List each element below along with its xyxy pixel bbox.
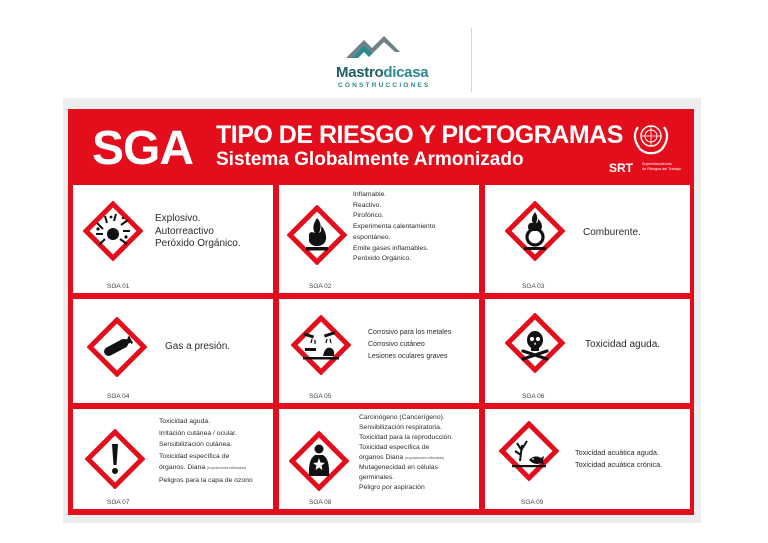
text-line: Toxicidad específica de	[159, 452, 230, 460]
pictogram-text-sga02	[353, 190, 435, 265]
text-line: Peróxido Orgánico.	[353, 255, 412, 263]
ghs-poster	[68, 109, 694, 515]
un-emblem-icon	[628, 119, 674, 159]
text-line: germinales.	[359, 474, 395, 481]
srt-label: SRT	[609, 161, 633, 175]
srt-caption-line1: Superintendencia	[642, 162, 672, 166]
text-line: Peligros para la capa de ozono	[159, 476, 253, 484]
pictogram-text-sga06	[585, 339, 660, 351]
company-logo	[336, 30, 456, 95]
health-hazard-icon	[289, 431, 349, 491]
pictogram-cell-sga05	[279, 299, 479, 403]
pictogram-cell-sga07	[73, 409, 273, 509]
pictogram-code-sga05: SGA 05	[309, 393, 332, 400]
pictogram-cell-sga09	[485, 409, 690, 509]
logo-divider	[471, 28, 472, 92]
pictogram-grid	[73, 185, 690, 509]
text-line	[359, 453, 453, 463]
poster-title: TIPO DE RIESGO Y PICTOGRAMAS	[216, 121, 623, 149]
text-fragment: órganos. Diana	[159, 464, 206, 471]
text-line: Toxicidad acuática aguda.	[575, 448, 659, 457]
fine-print: (exposiciones reiteradas)	[405, 456, 445, 460]
text-line: Autorreactivo	[155, 225, 214, 237]
pictogram-cell-sga01	[73, 185, 273, 293]
text-line: Comburente.	[583, 227, 641, 238]
environment-icon	[499, 421, 559, 481]
text-line: Pirofórico.	[353, 212, 384, 220]
skull-crossbones-icon	[505, 313, 565, 373]
text-line: Peróxido Orgánico.	[155, 238, 241, 249]
pictogram-text-sga08	[359, 413, 453, 493]
sga-label: SGA	[92, 122, 194, 175]
gas-cylinder-icon	[87, 317, 147, 377]
pictogram-text-sga04	[165, 341, 230, 353]
pictogram-text-sga07	[159, 416, 253, 486]
text-line: espontáneo.	[353, 233, 391, 241]
text-fragment: órganos Diana	[359, 454, 404, 461]
text-line: Toxicidad aguda.	[159, 418, 211, 425]
srt-logo	[609, 161, 689, 175]
exploding-bomb-icon	[83, 201, 143, 261]
pictogram-code-sga04: SGA 04	[107, 393, 130, 400]
text-line: Toxicidad para la reproducción.	[359, 434, 454, 441]
srt-caption	[642, 162, 690, 172]
flame-over-circle-icon	[505, 201, 565, 261]
pictogram-cell-sga06	[485, 299, 690, 403]
pictogram-code-sga06: SGA 06	[522, 393, 545, 400]
text-line: Corrosivo para los metales	[368, 329, 452, 336]
logo-name-part1: Mastro	[336, 64, 384, 81]
logo-name-part2: dicasa	[383, 64, 429, 81]
text-line: Inflamable.	[353, 191, 387, 198]
pictogram-text-sga05	[368, 327, 451, 363]
pictogram-text-sga09	[575, 447, 662, 471]
text-line: Mutagenecidad en células	[359, 464, 438, 471]
pictogram-code-sga08: SGA 08	[309, 499, 332, 506]
logo-subtitle: CONSTRUCCIONES	[338, 82, 431, 89]
text-line: Emite gases inflamables.	[353, 244, 429, 252]
pictogram-code-sga01: SGA 01	[107, 283, 130, 290]
text-line: Toxicidad específica de	[359, 444, 430, 451]
text-line: Experimenta calentamiento	[353, 223, 436, 231]
pictogram-code-sga02: SGA 02	[309, 283, 332, 290]
text-line: Carcinógeno (Cancerígeno).	[359, 414, 445, 421]
pictogram-code-sga03: SGA 03	[522, 283, 545, 290]
flame-icon	[287, 205, 347, 265]
text-line	[159, 462, 253, 475]
pictogram-cell-sga03	[485, 185, 690, 293]
poster-subtitle: Sistema Globalmente Armonizado	[216, 149, 524, 170]
corrosion-icon	[291, 315, 351, 375]
text-line: Peligro por aspiración	[359, 484, 425, 491]
pictogram-text-sga01	[155, 213, 241, 251]
text-line: Sensibilización respiratoria.	[359, 424, 442, 431]
pictogram-code-sga09: SGA 09	[521, 499, 544, 506]
pictogram-text-sga03	[583, 227, 641, 239]
logo-name	[336, 64, 428, 81]
pictogram-cell-sga04	[73, 299, 273, 403]
exclamation-mark-icon	[85, 429, 145, 489]
fine-print: (exposiciones reiteradas)	[207, 466, 247, 470]
pictogram-code-sga07: SGA 07	[107, 499, 130, 506]
roof-logo-icon	[344, 34, 402, 60]
text-line: Explosivo.	[155, 213, 201, 224]
text-line: Toxicidad aguda.	[585, 339, 661, 350]
text-line: Sensibilización cutánea.	[159, 441, 232, 448]
srt-caption-line2: de Riesgos del Trabajo	[642, 167, 681, 171]
text-line: Irritación cutánea / ocular.	[159, 429, 237, 437]
pictogram-cell-sga02	[279, 185, 479, 293]
text-line: Corrosivo cutáneo	[368, 341, 425, 348]
pictogram-cell-sga08	[279, 409, 479, 509]
text-line: Gas a presión.	[165, 341, 231, 352]
text-line: Reactivo.	[353, 201, 382, 209]
text-line: Toxicidad acuática crónica.	[575, 460, 663, 469]
text-line: Lesiones oculares graves	[368, 353, 448, 360]
